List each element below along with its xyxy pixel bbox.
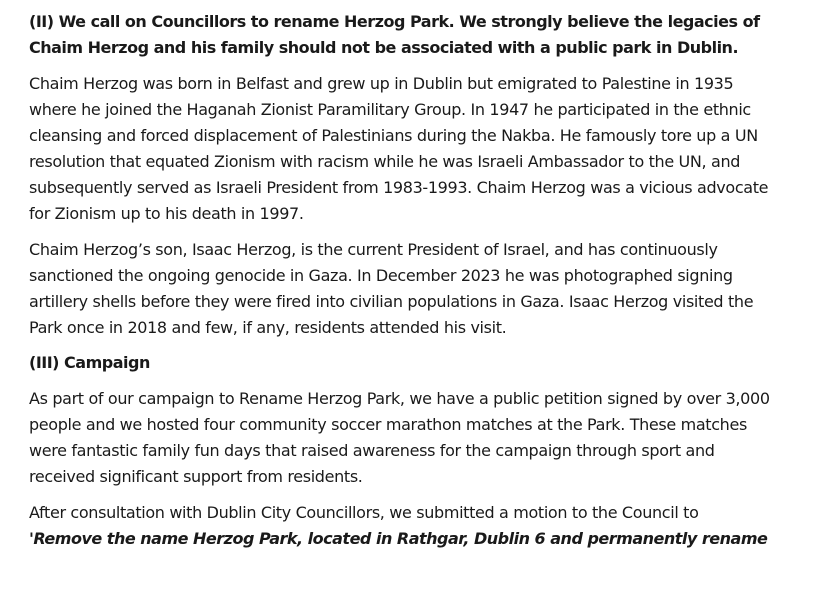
paragraph-line: Park once in 2018 and few, if any, residents attended his visit. xyxy=(29,318,507,337)
section-iii-heading: (III) Campaign xyxy=(29,353,150,372)
paragraph-line: for Zionism up to his death in 1997. xyxy=(29,204,304,223)
paragraph-line: sanctioned the ongoing genocide in Gaza. In December 2023 he was photographed signing xyxy=(29,266,733,285)
heading-line: Chaim Herzog and his family should not be associated with a public park in Dublin. xyxy=(29,38,739,57)
paragraph-line: Chaim Herzog’s son, Isaac Herzog, is the current President of Israel, and has continuously xyxy=(29,240,718,259)
paragraph-isaac-herzog xyxy=(29,237,809,341)
paragraph-motion xyxy=(29,500,809,552)
paragraph-line: artillery shells before they were fired into civilian populations in Gaza. Isaac Herzog visited the xyxy=(29,292,754,311)
paragraph-line: After consultation with Dublin City Councillors, we submitted a motion to the Council to xyxy=(29,503,699,522)
paragraph-line: people and we hosted four community soccer marathon matches at the Park. These matches xyxy=(29,415,747,434)
document-body xyxy=(29,9,809,552)
paragraph-line: As part of our campaign to Rename Herzog Park, we have a public petition signed by over 3,000 xyxy=(29,389,770,408)
paragraph-line: received significant support from residents. xyxy=(29,467,363,486)
paragraph-campaign xyxy=(29,386,809,490)
paragraph-line: Chaim Herzog was born in Belfast and grew up in Dublin but emigrated to Palestine in 1935 xyxy=(29,74,734,93)
paragraph-line: were fantastic family fun days that raised awareness for the campaign through sport and xyxy=(29,441,715,460)
paragraph-line: cleansing and forced displacement of Palestinians during the Nakba. He famously tore up a UN xyxy=(29,126,758,145)
paragraph-line: resolution that equated Zionism with racism while he was Israeli Ambassador to the UN, and xyxy=(29,152,741,171)
paragraph-line: where he joined the Haganah Zionist Paramilitary Group. In 1947 he participated in the ethnic xyxy=(29,100,751,119)
paragraph-line: subsequently served as Israeli President from 1983-1993. Chaim Herzog was a vicious advocate xyxy=(29,178,769,197)
section-ii-heading xyxy=(29,9,809,61)
heading-line: (II) We call on Councillors to rename Herzog Park. We strongly believe the legacies of xyxy=(29,12,760,31)
motion-quote: 'Remove the name Herzog Park, located in Rathgar, Dublin 6 and permanently rename xyxy=(29,529,768,548)
paragraph-chaim-herzog xyxy=(29,71,809,227)
